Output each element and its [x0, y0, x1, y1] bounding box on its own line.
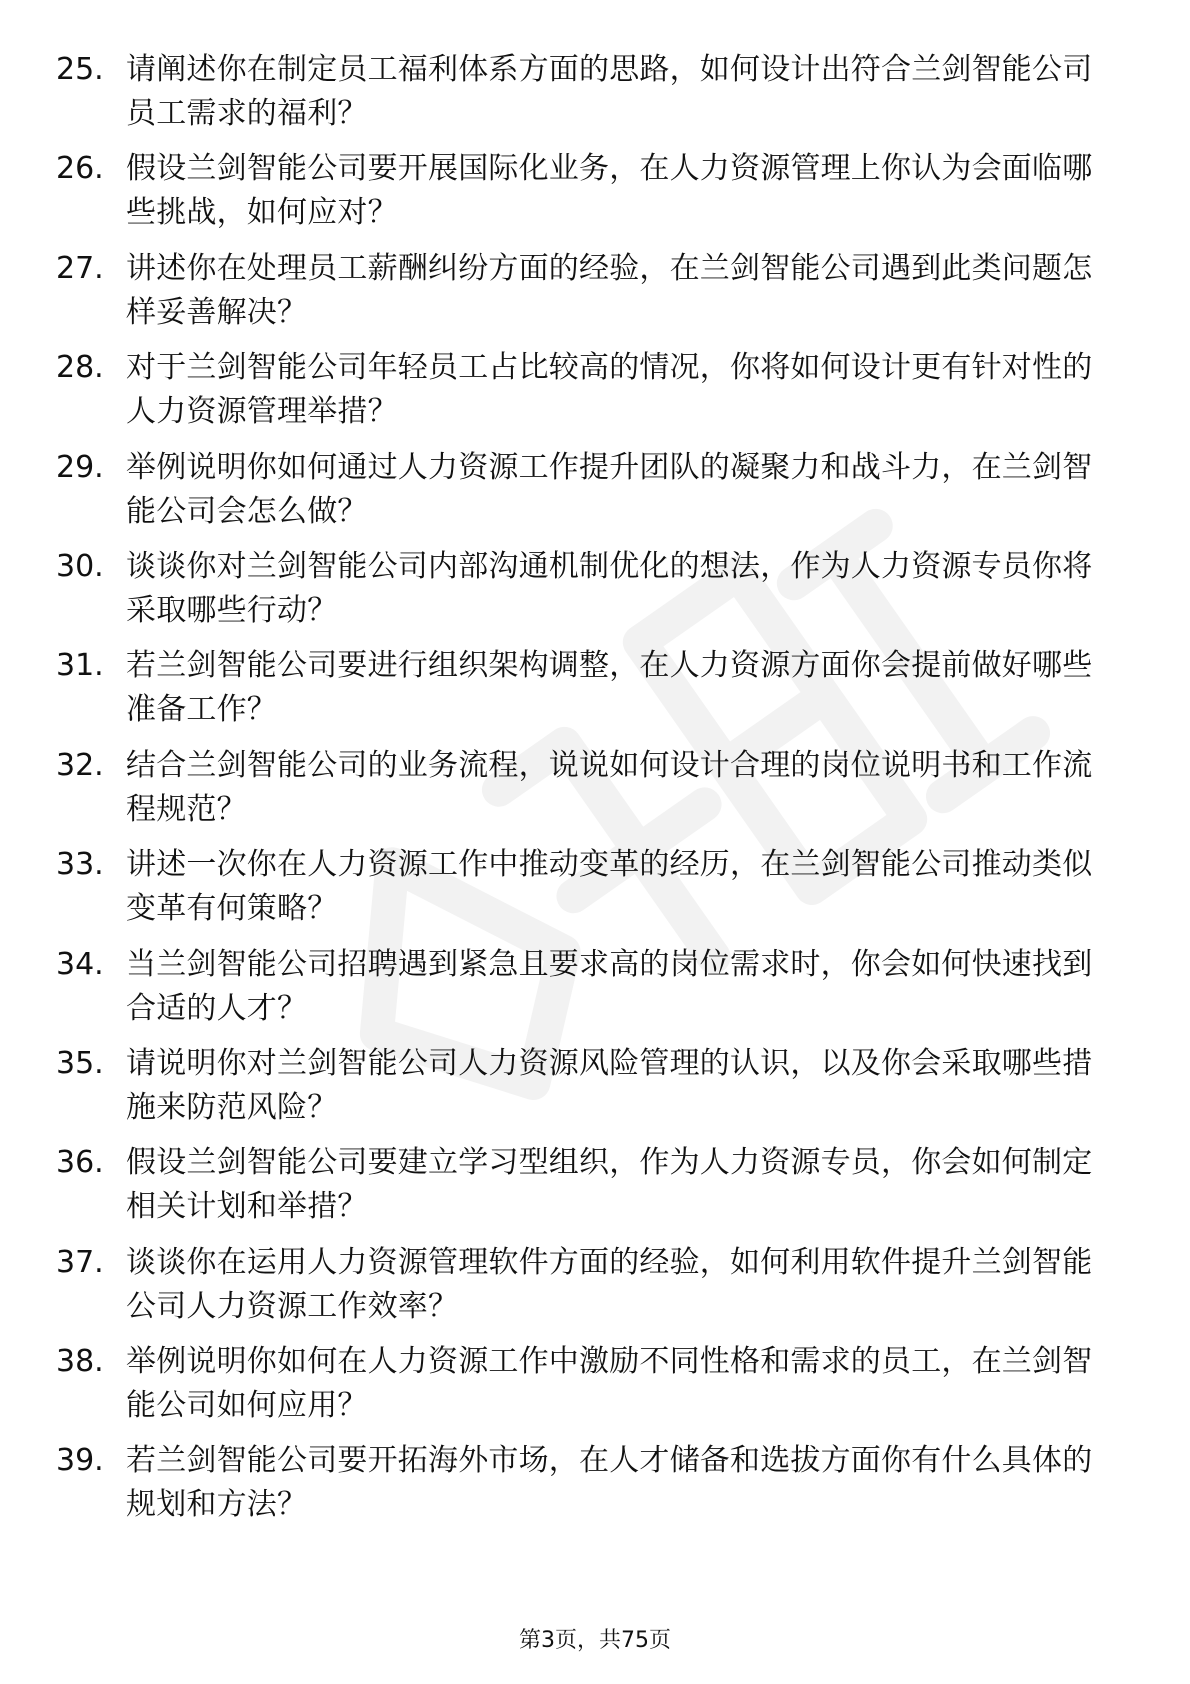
question-number: 37.: [56, 1244, 104, 1280]
question-item: [56, 644, 1116, 732]
question-item: [56, 48, 1116, 136]
question-number: 38.: [56, 1344, 104, 1380]
question-number: 34.: [56, 946, 104, 982]
question-number: 36.: [56, 1145, 104, 1181]
question-text: 假设兰剑智能公司要开展国际化业务，在人力资源管理上你认为会面临哪些挑战，如何应对？: [126, 151, 1093, 231]
question-number: 27.: [56, 250, 104, 286]
question-item: [56, 147, 1116, 235]
question-number: 28.: [56, 350, 104, 386]
question-number: 26.: [56, 151, 104, 187]
question-item: [56, 1141, 1116, 1229]
question-text: 当兰剑智能公司招聘遇到紧急且要求高的岗位需求时，你会如何快速找到合适的人才？: [126, 946, 1093, 1026]
question-item: [56, 1042, 1116, 1130]
question-text: 结合兰剑智能公司的业务流程，说说如何设计合理的岗位说明书和工作流程规范？: [126, 747, 1093, 827]
question-number: 31.: [56, 648, 104, 684]
question-text: 讲述一次你在人力资源工作中推动变革的经历，在兰剑智能公司推动类似变革有何策略？: [126, 847, 1093, 927]
question-text: 对于兰剑智能公司年轻员工占比较高的情况，你将如何设计更有针对性的人力资源管理举措？: [126, 350, 1093, 430]
question-item: [56, 1439, 1116, 1527]
question-item: [56, 446, 1116, 534]
question-number: 30.: [56, 548, 104, 584]
question-item: [56, 744, 1116, 832]
question-number: 33.: [56, 847, 104, 883]
question-text: 请说明你对兰剑智能公司人力资源风险管理的认识，以及你会采取哪些措施来防范风险？: [126, 1045, 1093, 1125]
question-text: 谈谈你对兰剑智能公司内部沟通机制优化的想法，作为人力资源专员你将采取哪些行动？: [126, 548, 1093, 628]
question-number: 39.: [56, 1443, 104, 1479]
question-text: 举例说明你如何在人力资源工作中激励不同性格和需求的员工，在兰剑智能公司如何应用？: [126, 1344, 1093, 1424]
question-text: 谈谈你在运用人力资源管理软件方面的经验，如何利用软件提升兰剑智能公司人力资源工作效率？: [126, 1244, 1093, 1324]
question-item: [56, 1340, 1116, 1428]
question-item: [56, 943, 1116, 1031]
question-text: 假设兰剑智能公司要建立学习型组织，作为人力资源专员，你会如何制定相关计划和举措？: [126, 1145, 1093, 1225]
question-text: 请阐述你在制定员工福利体系方面的思路，如何设计出符合兰剑智能公司员工需求的福利？: [126, 52, 1093, 131]
question-item: [56, 346, 1116, 434]
question-list: [56, 48, 1116, 1539]
question-text: 讲述你在处理员工薪酬纠纷方面的经验，在兰剑智能公司遇到此类问题怎样妥善解决？: [126, 250, 1093, 330]
question-item: [56, 545, 1116, 633]
page-footer: 第3页，共75页: [519, 1628, 671, 1653]
question-number: 29.: [56, 449, 104, 485]
question-number: 35.: [56, 1045, 104, 1081]
question-number: 25.: [56, 52, 104, 87]
question-text: 若兰剑智能公司要进行组织架构调整，在人力资源方面你会提前做好哪些准备工作？: [126, 648, 1093, 728]
question-number: 32.: [56, 747, 104, 783]
question-text: 若兰剑智能公司要开拓海外市场，在人才储备和选拔方面你有什么具体的规划和方法？: [126, 1443, 1093, 1523]
question-text: 举例说明你如何通过人力资源工作提升团队的凝聚力和战斗力，在兰剑智能公司会怎么做？: [126, 449, 1093, 529]
question-item: [56, 843, 1116, 931]
question-item: [56, 247, 1116, 335]
question-item: [56, 1241, 1116, 1329]
